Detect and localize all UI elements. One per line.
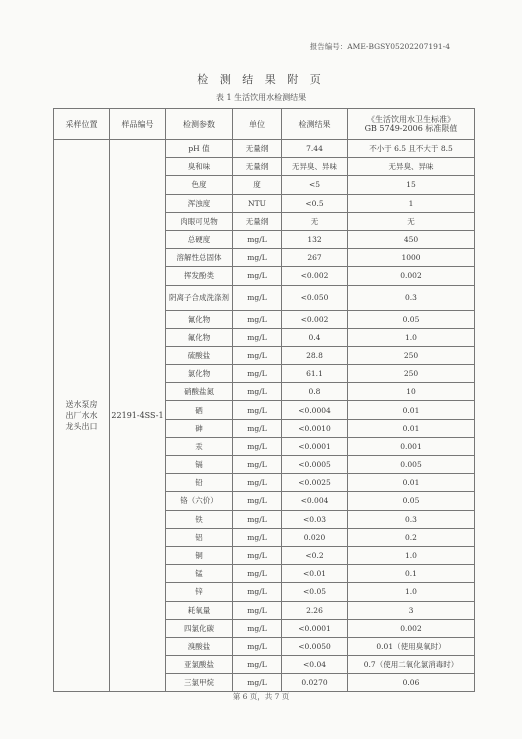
unit-cell: mg/L xyxy=(233,383,282,401)
limit-cell: 1.0 xyxy=(348,546,475,564)
parameter-cell: 氯化物 xyxy=(166,365,233,383)
limit-cell: 250 xyxy=(348,346,475,364)
result-cell: 28.8 xyxy=(282,346,348,364)
results-table xyxy=(53,108,475,692)
limit-cell: 0.2 xyxy=(348,528,475,546)
limit-cell: 1000 xyxy=(348,249,475,267)
sample-id-cell: 22191-4SS-1 xyxy=(110,140,166,692)
limit-cell: 无 xyxy=(348,212,475,230)
parameter-cell: 总硬度 xyxy=(166,230,233,248)
unit-cell: 无量纲 xyxy=(233,212,282,230)
result-cell: <0.03 xyxy=(282,510,348,528)
result-cell: 2.26 xyxy=(282,601,348,619)
parameter-cell: 臭和味 xyxy=(166,158,233,176)
limit-cell: 0.01 xyxy=(348,401,475,419)
unit-cell: mg/L xyxy=(233,601,282,619)
parameter-cell: 锌 xyxy=(166,583,233,601)
unit-cell: mg/L xyxy=(233,546,282,564)
limit-cell: 0.3 xyxy=(348,510,475,528)
limit-cell: 0.7（使用二氧化氯消毒时） xyxy=(348,656,475,674)
result-cell: <0.01 xyxy=(282,565,348,583)
unit-cell: mg/L xyxy=(233,328,282,346)
parameter-cell: 溴酸盐 xyxy=(166,637,233,655)
limit-cell: 0.3 xyxy=(348,285,475,310)
parameter-cell: 肉眼可见物 xyxy=(166,212,233,230)
result-cell: <0.05 xyxy=(282,583,348,601)
limit-cell: 1 xyxy=(348,194,475,212)
sampling-location-line: 出厂水水 xyxy=(65,411,98,421)
unit-cell: mg/L xyxy=(233,310,282,328)
limit-cell: 1.0 xyxy=(348,328,475,346)
limit-cell: 0.1 xyxy=(348,565,475,583)
parameter-cell: pH 值 xyxy=(166,140,233,158)
result-cell: 267 xyxy=(282,249,348,267)
result-cell: 无 xyxy=(282,212,348,230)
result-cell: 0.0270 xyxy=(282,674,348,692)
parameter-cell: 耗氧量 xyxy=(166,601,233,619)
limit-cell: 1.0 xyxy=(348,583,475,601)
page-title: 检 测 结 果 附 页 xyxy=(197,73,325,86)
unit-cell: mg/L xyxy=(233,474,282,492)
table-header-row xyxy=(54,109,475,140)
parameter-cell: 砷 xyxy=(166,419,233,437)
result-cell: <0.2 xyxy=(282,546,348,564)
limit-cell: 450 xyxy=(348,230,475,248)
limit-cell: 不小于 6.5 且不大于 8.5 xyxy=(348,140,475,158)
header-result: 检测结果 xyxy=(282,109,348,140)
parameter-cell: 色度 xyxy=(166,176,233,194)
unit-cell: mg/L xyxy=(233,249,282,267)
limit-cell: 0.01 xyxy=(348,474,475,492)
unit-cell: mg/L xyxy=(233,346,282,364)
unit-cell: mg/L xyxy=(233,401,282,419)
header-location: 采样位置 xyxy=(54,109,110,140)
table-row xyxy=(54,140,475,158)
parameter-cell: 浑浊度 xyxy=(166,194,233,212)
table-caption: 表 1 生活饮用水检测结果 xyxy=(215,93,307,102)
parameter-cell: 铅 xyxy=(166,474,233,492)
limit-cell: 0.01（使用臭氧时） xyxy=(348,637,475,655)
result-cell: <0.04 xyxy=(282,656,348,674)
unit-cell: mg/L xyxy=(233,619,282,637)
result-cell: 无异臭、异味 xyxy=(282,158,348,176)
result-cell: <0.004 xyxy=(282,492,348,510)
parameter-cell: 氰化物 xyxy=(166,310,233,328)
parameter-cell: 镉 xyxy=(166,456,233,474)
result-cell: <0.0001 xyxy=(282,437,348,455)
result-cell: 0.8 xyxy=(282,383,348,401)
result-cell: 132 xyxy=(282,230,348,248)
limit-cell: 15 xyxy=(348,176,475,194)
unit-cell: mg/L xyxy=(233,637,282,655)
limit-cell: 0.005 xyxy=(348,456,475,474)
result-cell: 0.020 xyxy=(282,528,348,546)
result-cell: <0.002 xyxy=(282,267,348,285)
header-sample-id: 样品编号 xyxy=(110,109,166,140)
unit-cell: mg/L xyxy=(233,510,282,528)
unit-cell: mg/L xyxy=(233,656,282,674)
unit-cell: mg/L xyxy=(233,583,282,601)
sampling-location-cell xyxy=(54,140,110,692)
sampling-location-line: 送水泵房 xyxy=(65,400,98,410)
report-number: 报告编号：AME-BGSY05202207191-4 xyxy=(309,42,450,51)
unit-cell: mg/L xyxy=(233,437,282,455)
limit-cell: 0.002 xyxy=(348,267,475,285)
result-cell: <0.0001 xyxy=(282,619,348,637)
parameter-cell: 亚氯酸盐 xyxy=(166,656,233,674)
result-cell: <5 xyxy=(282,176,348,194)
unit-cell: mg/L xyxy=(233,492,282,510)
unit-cell: 无量纲 xyxy=(233,158,282,176)
page-footer: 第 6 页，共 7 页 xyxy=(232,692,290,701)
table-body xyxy=(54,140,475,692)
result-cell: <0.050 xyxy=(282,285,348,310)
result-cell: <0.5 xyxy=(282,194,348,212)
header-standard-limit xyxy=(348,109,475,140)
sampling-location-line: 龙头出口 xyxy=(65,422,98,432)
unit-cell: 无量纲 xyxy=(233,140,282,158)
parameter-cell: 硫酸盐 xyxy=(166,346,233,364)
parameter-cell: 三氯甲烷 xyxy=(166,674,233,692)
header-unit: 单位 xyxy=(233,109,282,140)
unit-cell: 度 xyxy=(233,176,282,194)
unit-cell: mg/L xyxy=(233,565,282,583)
limit-cell: 10 xyxy=(348,383,475,401)
unit-cell: mg/L xyxy=(233,419,282,437)
parameter-cell: 挥发酚类 xyxy=(166,267,233,285)
parameter-cell: 溶解性总固体 xyxy=(166,249,233,267)
parameter-cell: 锰 xyxy=(166,565,233,583)
header-standard-code: GB 5749-2006 标准限值 xyxy=(364,124,458,133)
parameter-cell: 四氯化碳 xyxy=(166,619,233,637)
unit-cell: mg/L xyxy=(233,528,282,546)
header-standard-name: 《生活饮用水卫生标准》 xyxy=(367,115,455,124)
limit-cell: 0.001 xyxy=(348,437,475,455)
parameter-cell: 铁 xyxy=(166,510,233,528)
parameter-cell: 阴离子合成洗涤剂 xyxy=(166,285,233,310)
unit-cell: mg/L xyxy=(233,365,282,383)
unit-cell: mg/L xyxy=(233,230,282,248)
result-cell: <0.0005 xyxy=(282,456,348,474)
unit-cell: mg/L xyxy=(233,674,282,692)
parameter-cell: 氟化物 xyxy=(166,328,233,346)
result-cell: <0.0010 xyxy=(282,419,348,437)
result-cell: 0.4 xyxy=(282,328,348,346)
header-parameter: 检测参数 xyxy=(166,109,233,140)
limit-cell: 0.01 xyxy=(348,419,475,437)
parameter-cell: 铝 xyxy=(166,528,233,546)
unit-cell: mg/L xyxy=(233,285,282,310)
result-cell: <0.0050 xyxy=(282,637,348,655)
limit-cell: 0.05 xyxy=(348,310,475,328)
unit-cell: mg/L xyxy=(233,456,282,474)
result-cell: <0.0004 xyxy=(282,401,348,419)
limit-cell: 0.06 xyxy=(348,674,475,692)
limit-cell: 无异臭、异味 xyxy=(348,158,475,176)
parameter-cell: 硝酸盐氮 xyxy=(166,383,233,401)
result-cell: 61.1 xyxy=(282,365,348,383)
unit-cell: mg/L xyxy=(233,267,282,285)
result-cell: 7.44 xyxy=(282,140,348,158)
result-cell: <0.0025 xyxy=(282,474,348,492)
limit-cell: 0.05 xyxy=(348,492,475,510)
limit-cell: 0.002 xyxy=(348,619,475,637)
parameter-cell: 硒 xyxy=(166,401,233,419)
unit-cell: NTU xyxy=(233,194,282,212)
result-cell: <0.002 xyxy=(282,310,348,328)
parameter-cell: 铜 xyxy=(166,546,233,564)
limit-cell: 3 xyxy=(348,601,475,619)
parameter-cell: 汞 xyxy=(166,437,233,455)
parameter-cell: 铬（六价） xyxy=(166,492,233,510)
limit-cell: 250 xyxy=(348,365,475,383)
